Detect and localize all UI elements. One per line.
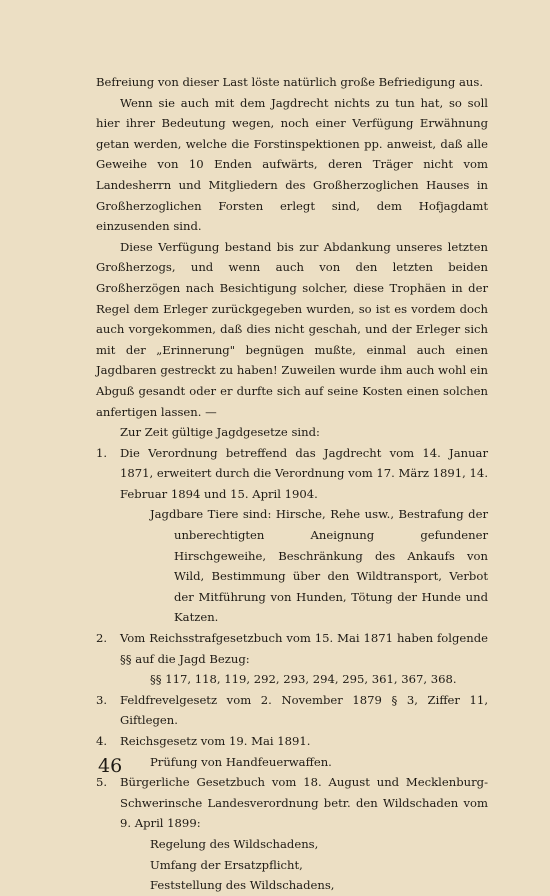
item-subtext-line: Umfang der Ersatzpflicht, <box>150 857 303 872</box>
item-number: 4. <box>96 734 108 748</box>
law-item-5 <box>96 772 488 896</box>
item-subtext-line: Regelung des Wildschadens, <box>150 836 319 851</box>
item-number: 3. <box>96 692 108 707</box>
law-item-2 <box>96 628 488 690</box>
page-number: 46 <box>98 755 123 777</box>
item-text: Vom Reichsstrafgesetzbuch vom 15. Mai 1871 haben folgende §§ auf die Jagd Bezug: <box>120 631 488 666</box>
item-number: 5. <box>96 775 108 790</box>
paragraph-3: Diese Verfügung bestand bis zur Abdankung unseres letzten Großherzogs, und wenn auch von den letzten beiden Großherzögen nach Besichtigung solcher, diese Trophäen in der Regel dem Erleger zurückgegeben wurden, so ist es vordem doch auch vorgekommen, daß dies nicht geschah, und der Erleger sich mit der „Erinnerung" begnügen mußte, einmal auch einen Jagdbaren gestreckt zu haben! Zuweilen wurde ihm auch wohl ein Abguß gesandt oder er durfte sich auf seine Kosten einen solchen anfertigen lassen. — <box>96 239 488 419</box>
item-text: Die Verordnung betreffend das Jagdrecht vom 14. Januar 1871, erweitert durch die Verordnung vom 17. März 1891, 14. Februar 1894 und 15. April 1904. <box>120 445 488 501</box>
item-subtext-line: Feststellung des Wildschadens, <box>150 878 335 893</box>
item-number: 1. <box>96 445 108 460</box>
law-item-3 <box>96 690 488 731</box>
laws-intro: Zur Zeit gültige Jagdgesetze sind: <box>120 425 320 440</box>
item-subtext: Jagdbare Tiere sind: Hirsche, Rehe usw., Bestrafung der unberechtigten Aneignung gefundener Hirschgeweihe, Beschränkung des Ankaufs von Wild, Bestimmung über den Wildtransport, Verbot der Mitführung von Hunden, Tötung der Hunde und Katzen. <box>150 507 488 625</box>
page-body <box>96 72 488 896</box>
paragraph-2: Wenn sie auch mit dem Jagdrecht nichts zu tun hat, so soll hier ihrer Bedeutung wegen, noch einer Verfügung Erwähnung getan werden, welche die Forstinspektionen pp. anweist, daß alle Geweihe von 10 Enden aufwärts, deren Träger nicht vom Landesherrn und Mitgliedern des Großherzoglichen Hauses in Großherzoglichen Forsten erlegt sind, dem Hofjagdamt einzusenden sind. <box>96 95 488 234</box>
item-text: Reichsgesetz vom 19. Mai 1891. <box>120 734 311 748</box>
law-item-4 <box>96 731 488 772</box>
item-text: Feldfrevelgesetz vom 2. November 1879 § 3, Ziffer 11, Giftlegen. <box>120 692 488 728</box>
law-item-1 <box>96 443 488 628</box>
item-subtext: Prüfung von Handfeuerwaffen. <box>150 754 332 769</box>
paragraph-1: Befreiung von dieser Last löste natürlich große Befriedigung aus. <box>96 75 484 89</box>
item-subtext: §§ 117, 118, 119, 292, 293, 294, 295, 361, 367, 368. <box>150 672 457 687</box>
item-number: 2. <box>96 631 108 646</box>
item-text: Bürgerliche Gesetzbuch vom 18. August und Mecklenburg-Schwerinsche Landesverordnung betr. den Wildschaden vom 9. April 1899: <box>120 775 488 831</box>
